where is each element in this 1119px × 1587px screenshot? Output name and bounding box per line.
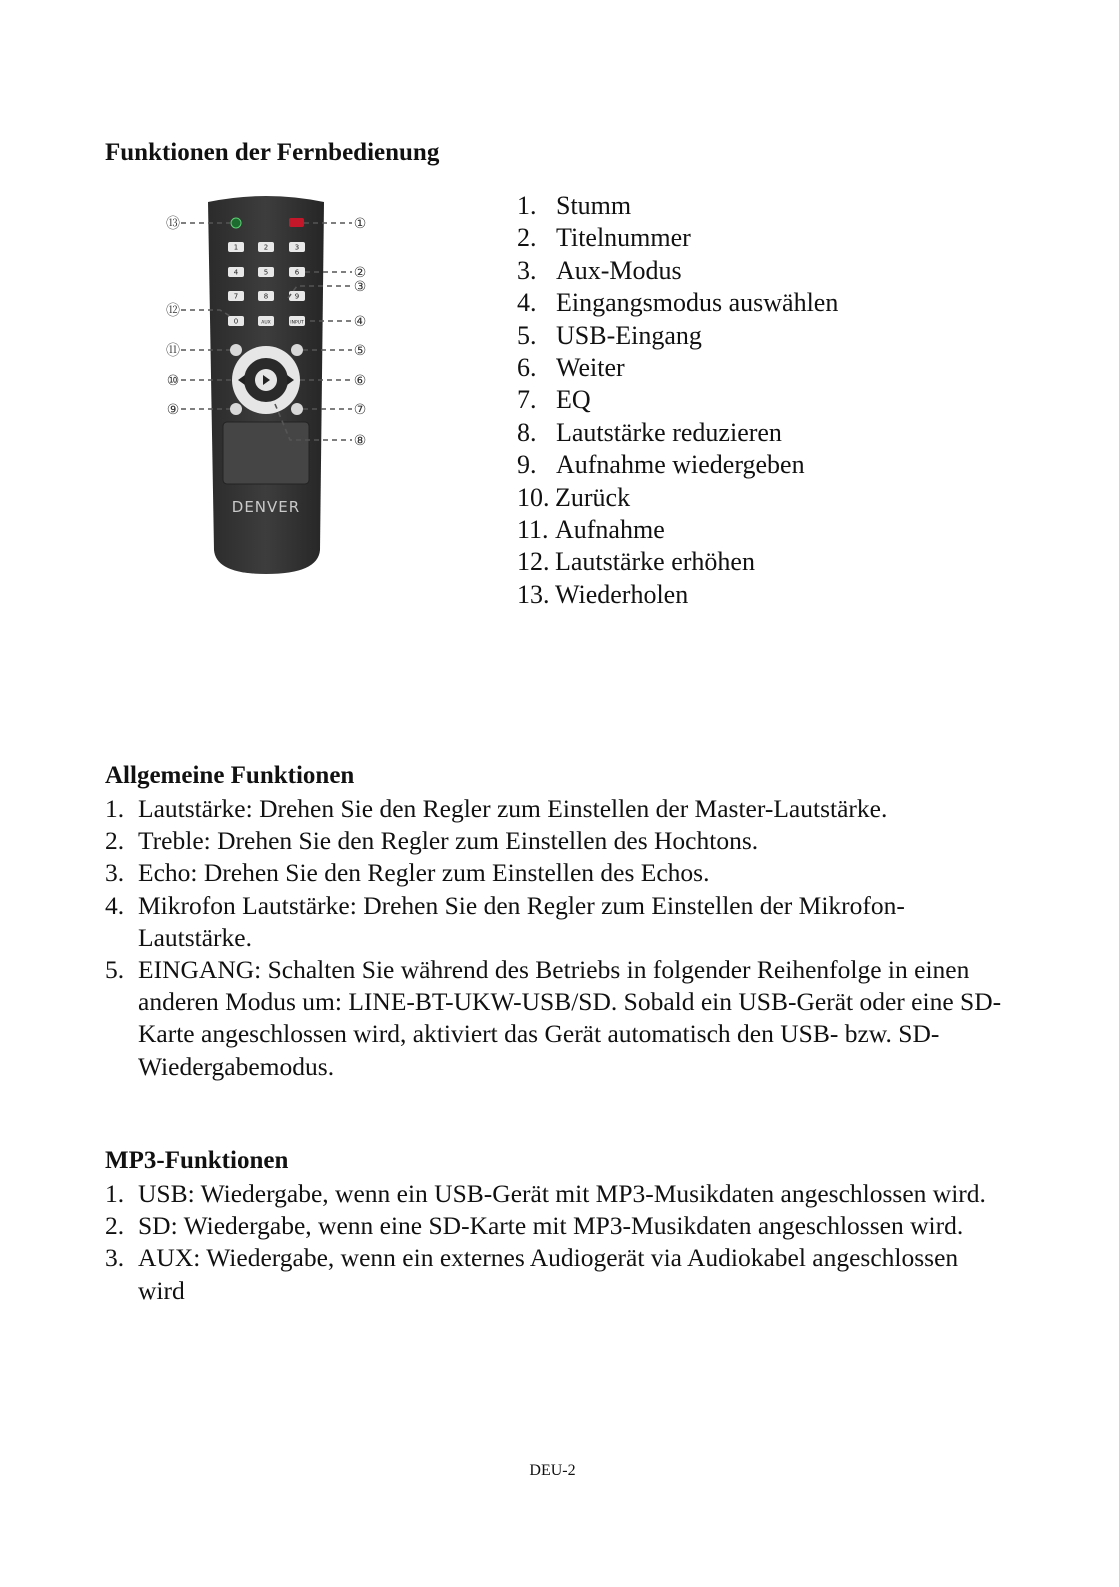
remote-function-item-number: 10. <box>517 482 550 512</box>
callout-11: ⑪ <box>166 343 180 359</box>
remote-section-title: Funktionen der Fernbedienung <box>105 139 440 166</box>
mp3-function-item-text: AUX: Wiedergabe, wenn ein externes Audiogerät via Audiokabel angeschlossen wird <box>138 1243 959 1305</box>
callout-7: ⑦ <box>353 402 367 418</box>
remote-functions-list <box>517 190 838 611</box>
remote-function-item-text: Aufnahme <box>555 514 665 544</box>
mute-button-shape <box>289 218 304 227</box>
remote-function-item-text: Titelnummer <box>556 223 691 253</box>
remote-function-item-number: 3. <box>517 255 537 285</box>
mp3-function-item-text: USB: Wiedergabe, wenn ein USB-Gerät mit MP3-Musikdaten angeschlossen wird. <box>138 1179 986 1208</box>
remote-function-item <box>517 287 838 319</box>
remote-function-item-text: Lautstärke reduzieren <box>556 417 782 447</box>
general-function-item <box>105 825 1005 857</box>
general-function-item-text: Treble: Drehen Sie den Regler zum Einstellen des Hochtons. <box>138 826 759 856</box>
remote-function-item-text: Lautstärke erhöhen <box>555 547 755 577</box>
remote-function-item-number: 11. <box>517 514 549 544</box>
remote-function-item <box>517 417 838 449</box>
remote-function-item-text: Zurück <box>555 482 631 512</box>
general-function-item-text: Lautstärke: Drehen Sie den Regler zum Einstellen der Master-Lautstärke. <box>138 794 888 823</box>
remote-function-item-number: 5. <box>517 320 537 350</box>
remote-key-label: INPUT <box>290 320 304 326</box>
remote-function-item <box>517 190 838 222</box>
remote-function-item <box>517 222 838 254</box>
remote-function-item <box>517 255 838 287</box>
remote-key-label: 2 <box>263 243 269 252</box>
general-function-item-number: 4. <box>105 890 125 920</box>
general-functions-list <box>105 793 1005 1083</box>
remote-function-item-text: USB-Eingang <box>556 320 702 350</box>
remote-function-item-number: 9. <box>517 450 537 480</box>
remote-function-item-number: 12. <box>517 547 550 577</box>
callout-4: ④ <box>353 314 367 330</box>
callout-13: ⑬ <box>166 216 180 232</box>
mp3-function-item-number: 3. <box>105 1243 125 1273</box>
remote-key-label: 8 <box>263 292 269 301</box>
mp3-functions-list <box>105 1178 1005 1307</box>
remote-key-label: 1 <box>233 243 239 252</box>
general-function-item <box>105 857 1005 889</box>
general-function-item <box>105 954 1005 1083</box>
remote-key-label: 0 <box>233 317 239 326</box>
remote-function-item <box>517 579 838 611</box>
remote-function-item <box>517 449 838 481</box>
mp3-function-item-number: 1. <box>105 1179 125 1208</box>
general-function-item-number: 2. <box>105 826 125 856</box>
callout-6: ⑥ <box>353 373 367 389</box>
general-function-item <box>105 793 1005 825</box>
remote-key-label: 5 <box>263 268 269 277</box>
general-function-item-number: 3. <box>105 858 125 888</box>
remote-key-label: 6 <box>294 268 300 277</box>
remote-function-item <box>517 546 838 578</box>
remote-function-item-text: EQ <box>556 385 591 415</box>
general-function-item-text: EINGANG: Schalten Sie während des Betriebs in folgender Reihenfolge in einen anderen Modus um: LINE-BT-UKW-USB/SD. Sobald ein USB-Gerät oder eine SD-Karte angeschlossen wird, aktiviert das Gerät automatisch den USB- bzw. SD-Wiedergabemodus. <box>138 955 1002 1081</box>
remote-function-item-number: 6. <box>517 352 537 382</box>
callout-3: ③ <box>353 279 367 295</box>
remote-function-item <box>517 514 838 546</box>
callout-12: ⑫ <box>166 303 180 319</box>
general-function-item-number: 5. <box>105 955 125 985</box>
remote-function-item-text: Eingangsmodus auswählen <box>556 288 839 318</box>
remote-key-label: 9 <box>294 292 300 301</box>
remote-control-image <box>160 190 380 580</box>
remote-function-item-number: 4. <box>517 288 537 318</box>
mp3-function-item <box>105 1178 1005 1210</box>
remote-function-item <box>517 352 838 384</box>
mp3-function-item-number: 2. <box>105 1211 125 1241</box>
remote-key-label: AUX <box>261 320 271 326</box>
remote-function-item-text: Aux-Modus <box>556 255 682 285</box>
page-number: DEU-2 <box>529 1462 576 1479</box>
callout-2: ② <box>353 265 367 281</box>
remote-blank-panel <box>223 422 309 484</box>
callout-9: ⑨ <box>166 402 180 418</box>
callout-1: ① <box>353 216 367 232</box>
remote-function-item-text: Wiederholen <box>555 579 689 609</box>
remote-key-label: 7 <box>233 292 239 301</box>
mp3-function-item-text: SD: Wiedergabe, wenn eine SD-Karte mit MP3-Musikdaten angeschlossen wird. <box>138 1211 964 1241</box>
remote-function-item-number: 7. <box>517 385 537 415</box>
mp3-section-title: MP3-Funktionen <box>105 1147 289 1174</box>
remote-function-item-number: 13. <box>517 579 550 609</box>
callout-8: ⑧ <box>353 433 367 449</box>
general-function-item-text: Echo: Drehen Sie den Regler zum Einstellen des Echos. <box>138 858 710 888</box>
repeat-button-shape <box>231 218 241 228</box>
general-section-title: Allgemeine Funktionen <box>105 762 355 789</box>
remote-brand-text: DENVER <box>231 498 301 516</box>
remote-key-label: 3 <box>294 243 300 252</box>
general-function-item-text: Mikrofon Lautstärke: Drehen Sie den Regler zum Einstellen der Mikrofon-Lautstärke. <box>138 890 905 952</box>
general-function-item-number: 1. <box>105 794 125 823</box>
remote-function-item-number: 8. <box>517 417 537 447</box>
callout-5: ⑤ <box>353 343 367 359</box>
remote-function-item <box>517 320 838 352</box>
remote-function-item <box>517 384 838 416</box>
remote-function-item-number: 2. <box>517 223 537 253</box>
mp3-function-item <box>105 1242 1005 1306</box>
general-function-item <box>105 890 1005 954</box>
remote-function-item-text: Stumm <box>556 191 632 220</box>
remote-function-item-text: Aufnahme wiedergeben <box>556 450 805 480</box>
remote-function-item <box>517 482 838 514</box>
remote-function-item-number: 1. <box>517 191 537 220</box>
callout-10: ⑩ <box>166 373 180 389</box>
mp3-function-item <box>105 1210 1005 1242</box>
remote-function-item-text: Weiter <box>556 352 625 382</box>
remote-key-label: 4 <box>233 268 239 277</box>
